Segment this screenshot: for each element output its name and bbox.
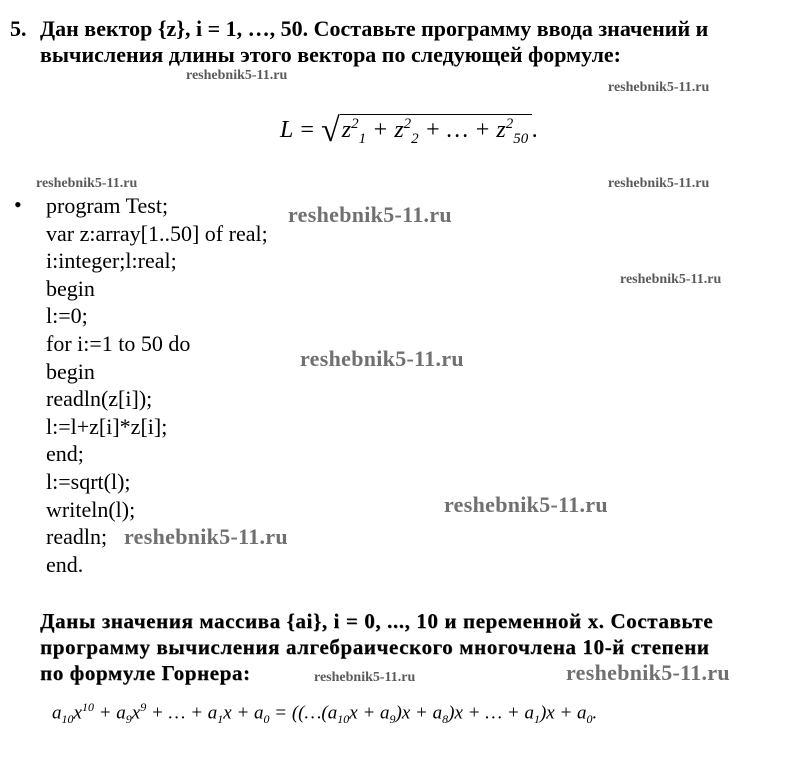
- watermark: reshebnik5-11.ru: [36, 176, 138, 191]
- vector-length-formula: $L = √z^2_1 + z^2_2$ + … + $z^2_{50}$ .: [280, 112, 539, 149]
- task-number: 5.: [10, 16, 27, 41]
- pascal-program-listing: [46, 192, 268, 578]
- code-line: end.: [46, 551, 84, 577]
- formula-lhs: L =: [280, 117, 322, 143]
- watermark: reshebnik5-11.ru: [566, 660, 730, 685]
- code-line: l:=0;: [46, 303, 88, 329]
- watermark: reshebnik5-11.ru: [608, 176, 710, 191]
- code-line: l:=l+z[i]*z[i];: [46, 413, 168, 439]
- bullet-icon: •: [14, 192, 22, 217]
- code-line: i:integer;l:real;: [46, 248, 177, 274]
- code-line: readln(z[i]);: [46, 386, 153, 412]
- horner-formula: $a_{10}x^{10} + a_9x^9$ + … + $a_1x + a_0$ = ($(\dots(a_{10}x + a_9)x + a_8)x$ + … + $a_1)x + a_0$.: [52, 700, 598, 727]
- code-line: begin: [46, 358, 95, 384]
- code-line: for i:=1 to 50 do: [46, 330, 191, 356]
- watermark: reshebnik5-11.ru: [124, 524, 288, 549]
- task-5-heading: [10, 16, 790, 68]
- code-line: end;: [46, 441, 84, 467]
- code-line: l:=sqrt(l);: [46, 468, 131, 494]
- code-line: begin: [46, 275, 95, 301]
- radicand: $z^2_1 + z^2_2$ + … + $z^2_{50}$: [340, 114, 532, 143]
- code-line: program Test;: [46, 193, 169, 218]
- sqrt-sign: √: [321, 112, 340, 149]
- watermark: reshebnik5-11.ru: [300, 346, 464, 371]
- code-line: var z:array[1..50] of real;: [46, 220, 268, 246]
- code-line: readln;: [46, 524, 108, 550]
- watermark: reshebnik5-11.ru: [444, 492, 608, 517]
- task2-line-2: программу вычисления алгебраического многочлена 10-й степени: [40, 635, 710, 659]
- code-line: writeln(l);: [46, 496, 136, 522]
- watermark: reshebnik5-11.ru: [288, 202, 452, 227]
- watermark: reshebnik5-11.ru: [620, 272, 722, 287]
- watermark: reshebnik5-11.ru: [186, 68, 288, 83]
- watermark: reshebnik5-11.ru: [314, 670, 416, 685]
- task2-line-3: по формуле Горнера:: [40, 661, 251, 685]
- task-title-line-1: Дан вектор {z}, i = 1, …, 50. Составьте программу ввода значений и: [40, 16, 709, 41]
- watermark: reshebnik5-11.ru: [608, 80, 710, 95]
- task-title-line-2: вычисления длины этого вектора по следующей формуле:: [40, 42, 622, 67]
- task2-line-1: Даны значения массива {ai}, i = 0, ..., 10 и переменной x. Составьте: [40, 609, 714, 633]
